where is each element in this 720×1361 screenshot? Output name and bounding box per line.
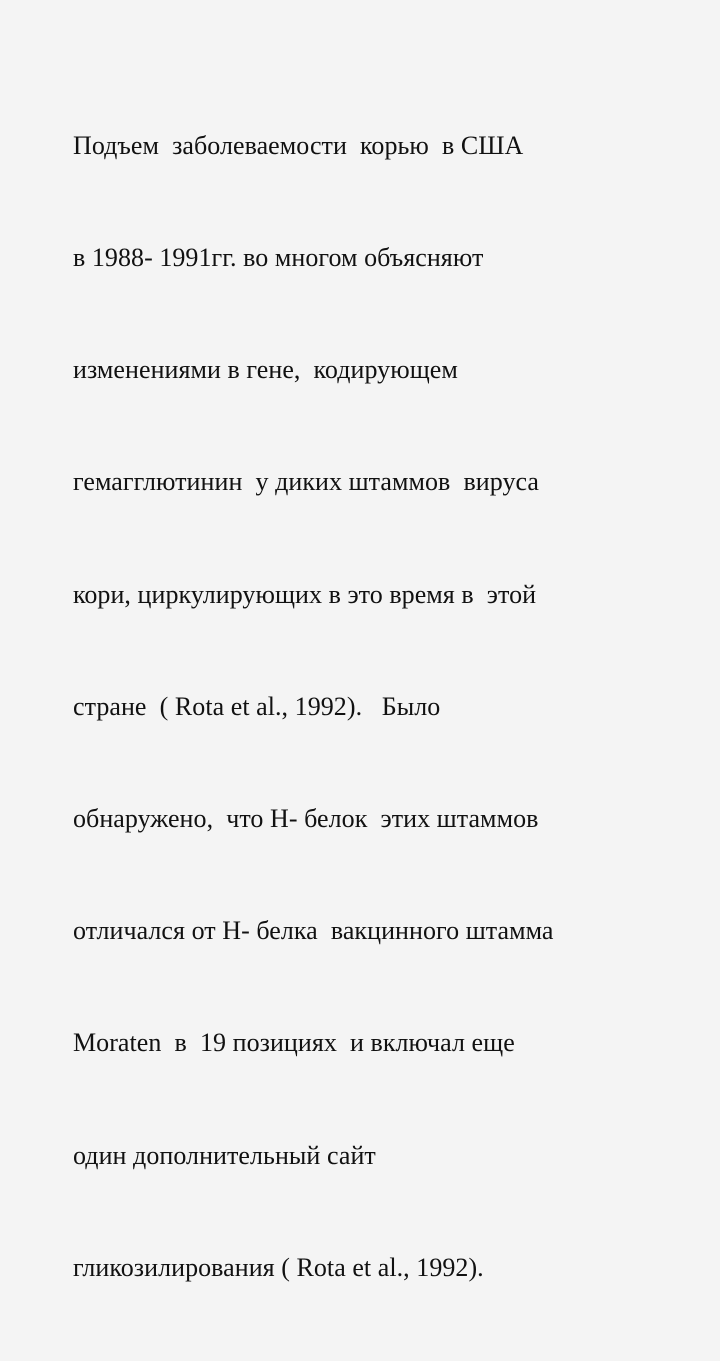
text-line-11: гликозилирования ( Rota et al., 1992). <box>73 1252 484 1282</box>
paragraph-text <box>73 52 693 1361</box>
text-line-9: Moraten в 19 позициях и включал еще <box>73 1028 515 1058</box>
text-line-1: Подъем заболеваемости корью в США <box>73 130 524 160</box>
text-line-6: стране ( Rota et al., 1992). Было <box>73 691 441 721</box>
text-line-2: в 1988- 1991гг. во многом объясняют <box>73 243 484 273</box>
text-line-3: изменениями в гене, кодирующем <box>73 355 458 385</box>
text-line-5: кори, циркулирующих в это время в этой <box>73 579 537 609</box>
text-line-8: отличался от Н- белка вакцинного штамма <box>73 916 554 946</box>
text-line-10: один дополнительный сайт <box>73 1140 376 1170</box>
text-line-7: обнаружено, что Н- белок этих штаммов <box>73 804 539 834</box>
text-line-4: гемагглютинин у диких штаммов вируса <box>73 467 540 497</box>
